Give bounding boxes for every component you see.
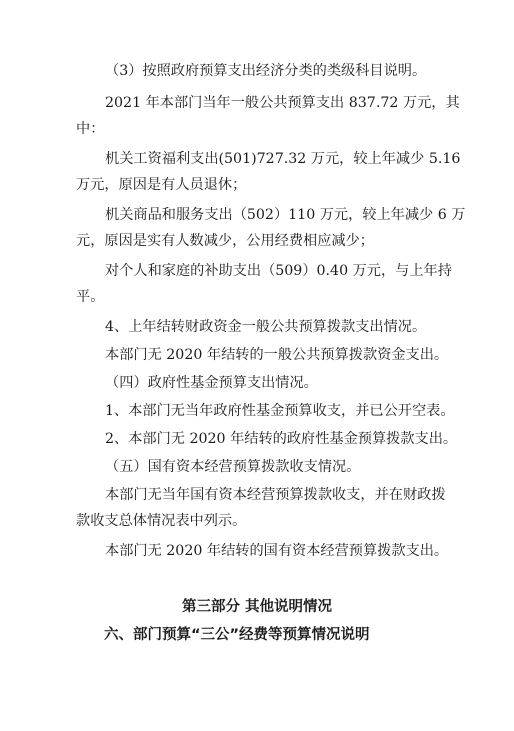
part-heading: 第三部分 其他说明情况 bbox=[181, 599, 333, 615]
paragraph-state-capital-current-cont: 款收支总体情况表中列示。 bbox=[76, 513, 247, 529]
paragraph-general-budget-total-cont: 中： bbox=[76, 121, 105, 137]
paragraph-carryover-general: 本部门无 2020 年结转的一般公共预算拨款资金支出。 bbox=[105, 347, 449, 363]
paragraph-goods-services: 机关商品和服务支出（502）110 万元，较上年减少 6 万 bbox=[105, 207, 466, 223]
paragraph-state-capital-current: 本部门无当年国有资本经营预算拨款收支，并在财政拨 bbox=[105, 487, 446, 503]
paragraph-economic-classification-heading: （3）按照政府预算支出经济分类的类级科目说明。 bbox=[105, 63, 427, 79]
paragraph-salary-welfare-cont: 万元，原因是有人员退休； bbox=[76, 177, 247, 193]
paragraph-individual-subsidy-cont: 平。 bbox=[76, 289, 105, 305]
paragraph-general-budget-total: 2021 年本部门当年一般公共预算支出 837.72 万元，其 bbox=[105, 95, 460, 111]
paragraph-salary-welfare: 机关工资福利支出(501)727.32 万元，较上年减少 5.16 bbox=[105, 151, 461, 167]
paragraph-state-capital-carryover: 本部门无 2020 年结转的国有资本经营预算拨款支出。 bbox=[105, 543, 449, 559]
paragraph-gov-fund-heading: （四）政府性基金预算支出情况。 bbox=[105, 375, 318, 391]
paragraph-goods-services-cont: 元，原因是实有人数减少，公用经费相应减少； bbox=[76, 233, 374, 249]
paragraph-carryover-general-heading: 4、上年结转财政资金一般公共预算拨款支出情况。 bbox=[105, 319, 427, 335]
paragraph-state-capital-heading: （五）国有资本经营预算拨款收支情况。 bbox=[105, 459, 361, 475]
paragraph-gov-fund-carryover: 2、本部门无 2020 年结转的政府性基金预算拨款支出。 bbox=[105, 431, 458, 447]
paragraph-individual-subsidy: 对个人和家庭的补助支出（509）0.40 万元，与上年持 bbox=[105, 263, 452, 279]
paragraph-gov-fund-current: 1、本部门无当年政府性基金预算收支，并已公开空表。 bbox=[105, 403, 455, 419]
section-heading: 六、部门预算“三公”经费等预算情况说明 bbox=[104, 627, 370, 643]
